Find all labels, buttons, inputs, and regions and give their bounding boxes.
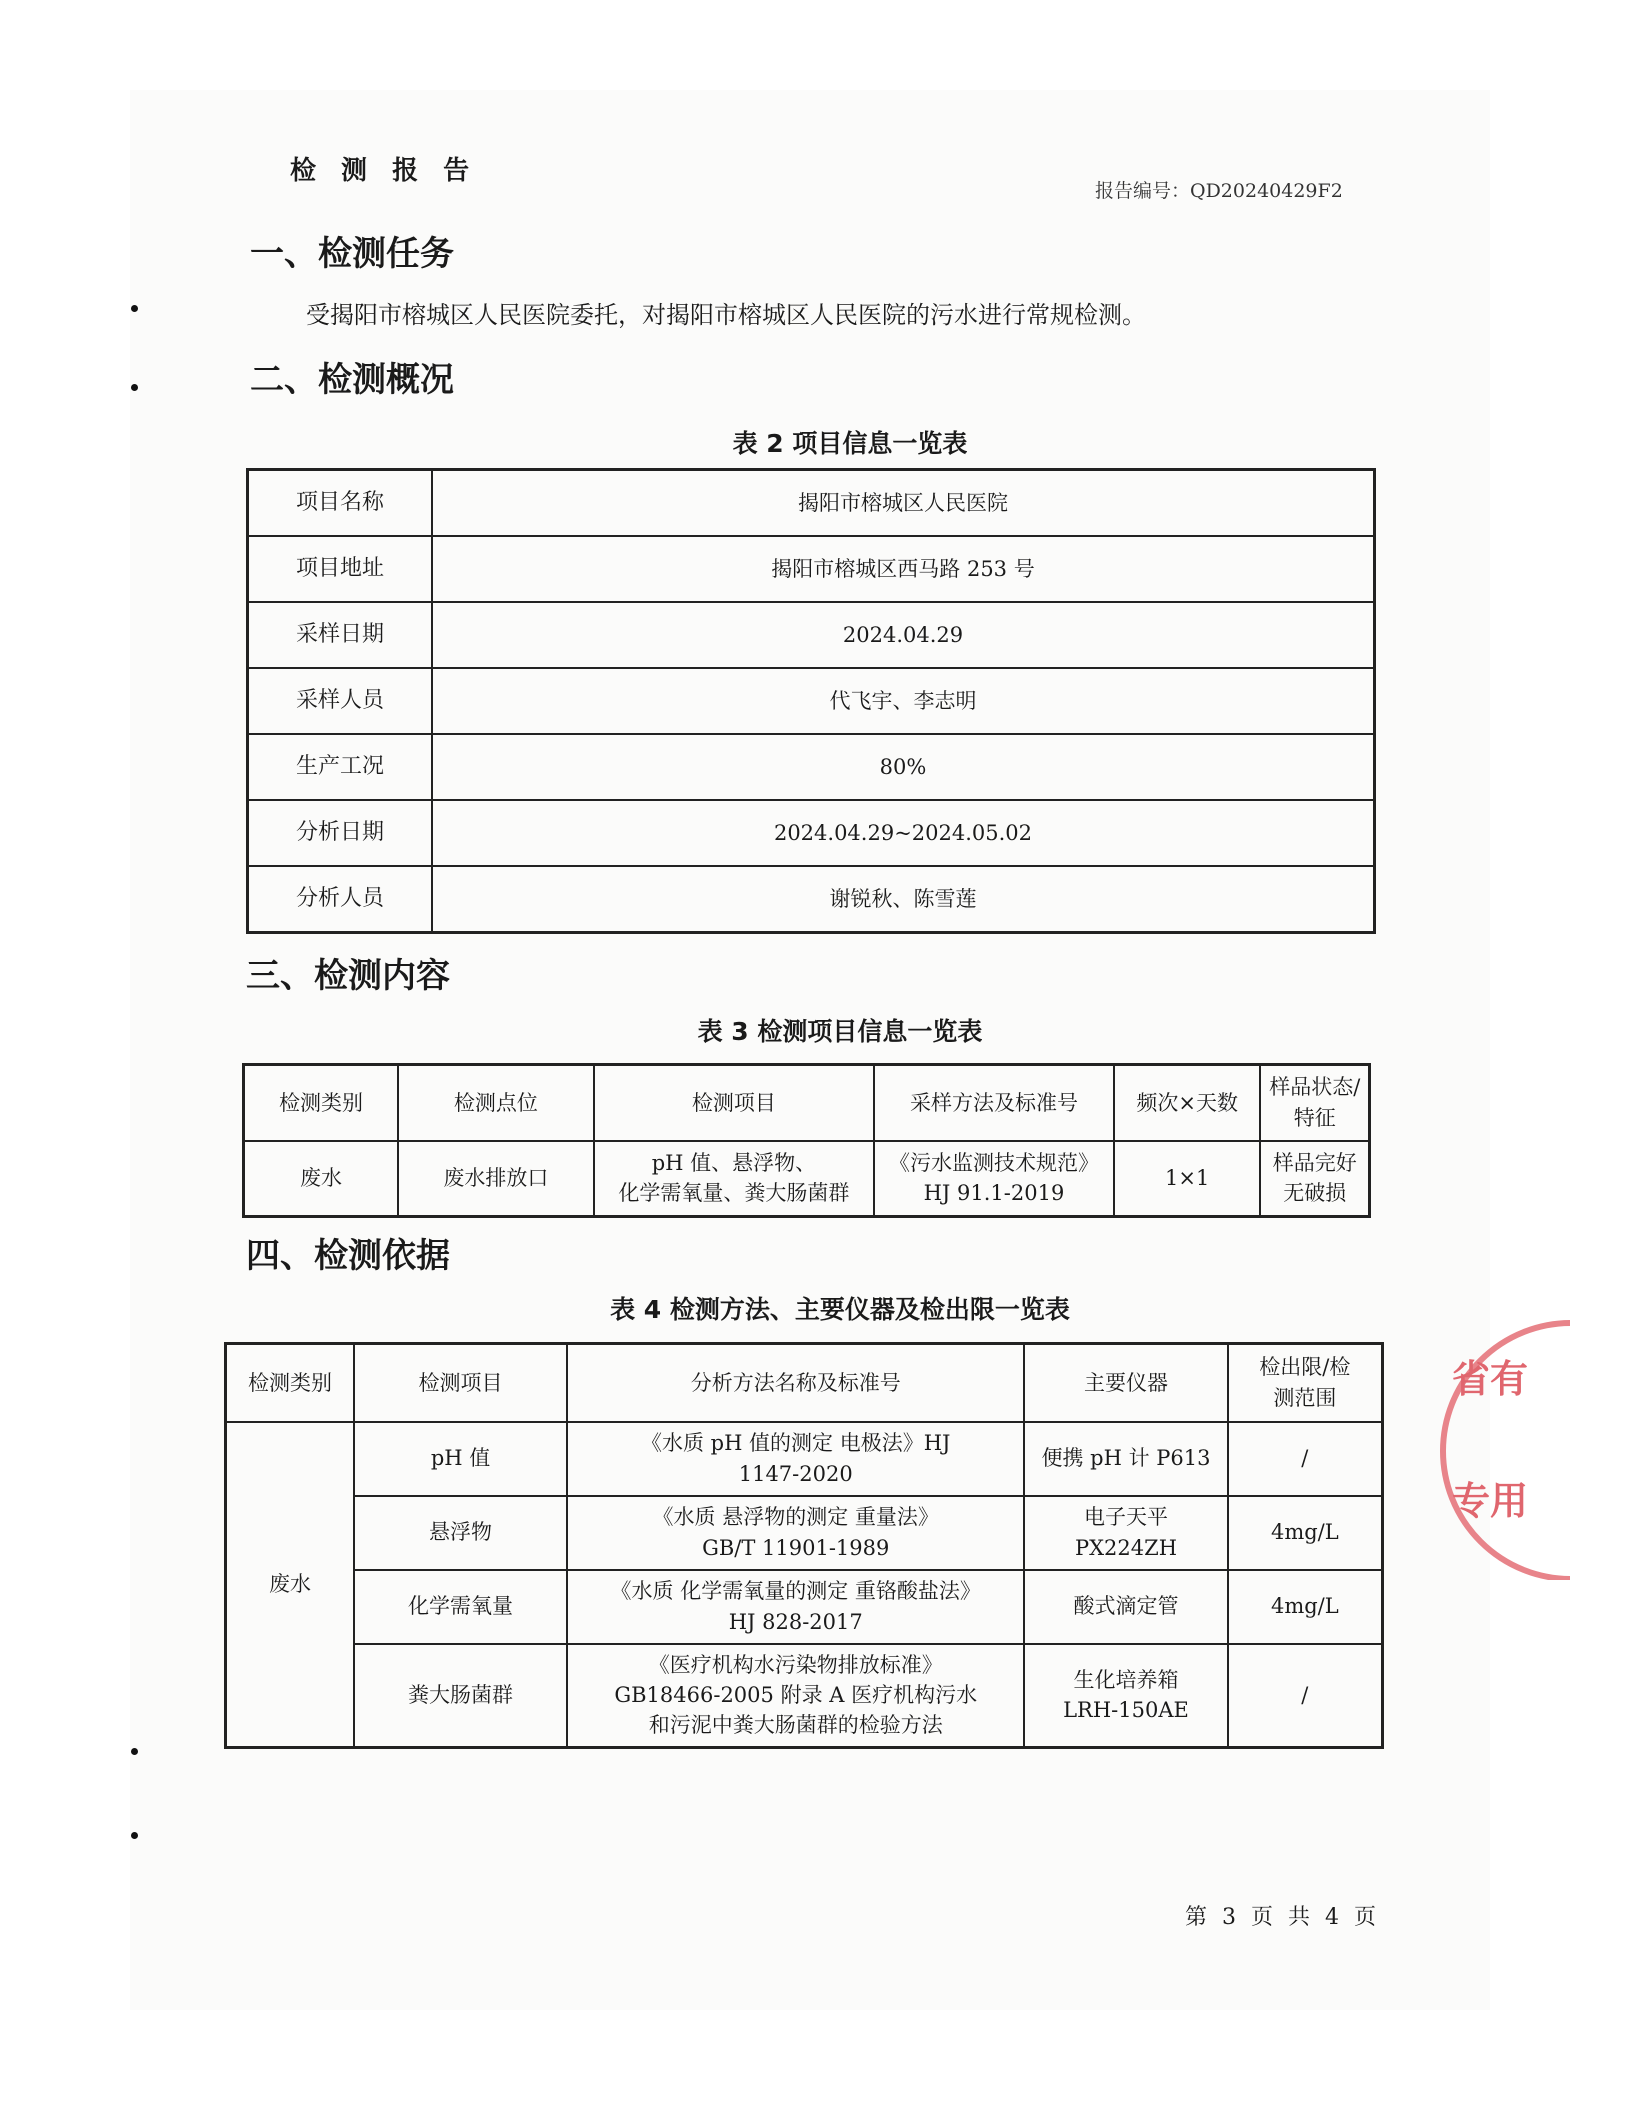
method-line: 《污水监测技术规范》: [888, 1150, 1099, 1175]
row-key: 生产工况: [248, 734, 433, 800]
cell-state: [1260, 1141, 1369, 1217]
row-value: 80%: [432, 734, 1375, 800]
method-line: HJ 91.1-2019: [923, 1181, 1065, 1206]
state-line: 样品完好: [1272, 1150, 1357, 1175]
section-1-text: 受揭阳市榕城区人民医院委托，对揭阳市榕城区人民医院的污水进行常规检测。: [306, 301, 1146, 329]
method-line: 1147-2020: [738, 1461, 853, 1486]
cell-point: 废水排放口: [398, 1141, 594, 1217]
col-header: 频次×天数: [1114, 1065, 1261, 1141]
cell-item: 粪大肠菌群: [354, 1644, 567, 1748]
row-key: 分析日期: [248, 800, 433, 866]
cell-item: 悬浮物: [354, 1496, 567, 1570]
cell-category: 废水: [244, 1141, 399, 1217]
col-header: [1260, 1065, 1369, 1141]
methods-instruments-table: [224, 1342, 1384, 1749]
row-key: 分析人员: [248, 866, 433, 933]
margin-dot: [131, 384, 138, 391]
row-value: 2024.04.29~2024.05.02: [432, 800, 1375, 866]
table-row: [226, 1570, 1383, 1644]
cell-items: [594, 1141, 874, 1217]
document-label: 检 测 报 告: [290, 156, 478, 186]
table4-caption: 表 4 检测方法、主要仪器及检出限一览表: [610, 1295, 1070, 1324]
method-line: 《水质 pH 值的测定 电极法》HJ: [640, 1431, 951, 1456]
col-header-line: 样品状态/: [1269, 1075, 1361, 1100]
section-3-title: 三、检测内容: [246, 956, 450, 996]
items-line: pH 值、悬浮物、: [651, 1150, 817, 1175]
method-line: 《水质 化学需氧量的测定 重铬酸盐法》: [610, 1579, 981, 1604]
cell-instrument: [1024, 1422, 1227, 1496]
instrument-line: 生化培养箱: [1073, 1667, 1179, 1692]
row-value: 2024.04.29: [432, 602, 1375, 668]
table2-caption: 表 2 项目信息一览表: [732, 429, 968, 458]
cell-method: [567, 1570, 1024, 1644]
table-row: [248, 602, 1375, 668]
col-header-line: 检出限/检: [1259, 1355, 1351, 1380]
row-key: 项目地址: [248, 536, 433, 602]
items-line: 化学需氧量、粪大肠菌群: [618, 1181, 850, 1206]
table-row: [248, 734, 1375, 800]
col-header: [1228, 1344, 1383, 1422]
table-row: [248, 866, 1375, 933]
col-header: 分析方法名称及标准号: [567, 1344, 1024, 1422]
cell-limit: /: [1228, 1644, 1383, 1748]
test-items-table: [242, 1063, 1371, 1218]
cell-limit: /: [1228, 1422, 1383, 1496]
table3-caption: 表 3 检测项目信息一览表: [697, 1017, 983, 1046]
instrument-line: PX224ZH: [1074, 1535, 1178, 1560]
row-key: 采样日期: [248, 602, 433, 668]
seal-text: 省有: [1452, 1357, 1529, 1401]
col-header: 主要仪器: [1024, 1344, 1227, 1422]
method-line: GB/T 11901-1989: [702, 1535, 890, 1560]
row-key: 采样人员: [248, 668, 433, 734]
table-row: [244, 1141, 1370, 1217]
row-value: 代飞宇、李志明: [432, 668, 1375, 734]
cell-item: pH 值: [354, 1422, 567, 1496]
page-footer: 第 3 页 共 4 页: [1185, 1905, 1380, 1930]
col-header: 检测类别: [244, 1065, 399, 1141]
seal-text: 专用: [1452, 1479, 1529, 1523]
margin-dot: [131, 1832, 138, 1839]
cell-method: [567, 1644, 1024, 1748]
margin-dot: [131, 305, 138, 312]
instrument-line: LRH-150AE: [1063, 1698, 1189, 1723]
cell-frequency: 1×1: [1114, 1141, 1261, 1217]
instrument-line: 便携 pH 计 P613: [1041, 1446, 1211, 1471]
method-line: 《水质 悬浮物的测定 重量法》: [652, 1505, 939, 1530]
section-1-title: 一、检测任务: [250, 234, 454, 274]
section-2-title: 二、检测概况: [250, 360, 454, 400]
instrument-line: 电子天平: [1083, 1505, 1168, 1530]
table-header-row: [244, 1065, 1370, 1141]
col-header: 检测类别: [226, 1344, 354, 1422]
cell-item: 化学需氧量: [354, 1570, 567, 1644]
official-seal: [1440, 1320, 1570, 1580]
section-4-title: 四、检测依据: [246, 1236, 450, 1276]
cell-method: [567, 1422, 1024, 1496]
col-header: 检测点位: [398, 1065, 594, 1141]
table-row: [248, 800, 1375, 866]
cell-limit: 4mg/L: [1228, 1496, 1383, 1570]
table-row: [248, 536, 1375, 602]
instrument-line: 酸式滴定管: [1073, 1594, 1179, 1619]
table-row: [226, 1644, 1383, 1748]
cell-method: [874, 1141, 1114, 1217]
cell-limit: 4mg/L: [1228, 1570, 1383, 1644]
method-line: GB18466-2005 附录 A 医疗机构污水: [614, 1683, 978, 1708]
table-row: [226, 1422, 1383, 1496]
method-line: HJ 828-2017: [728, 1609, 863, 1634]
cell-instrument: [1024, 1496, 1227, 1570]
row-value: 揭阳市榕城区西马路 253 号: [432, 536, 1375, 602]
state-line: 无破损: [1283, 1181, 1347, 1206]
col-header: 检测项目: [594, 1065, 874, 1141]
margin-dot: [131, 1748, 138, 1755]
cell-method: [567, 1496, 1024, 1570]
method-line: 和污泥中粪大肠菌群的检验方法: [648, 1713, 943, 1738]
report-number: 报告编号：QD20240429F2: [1095, 180, 1343, 202]
row-value: 谢锐秋、陈雪莲: [432, 866, 1375, 933]
col-header: 检测项目: [354, 1344, 567, 1422]
table-row: [226, 1496, 1383, 1570]
col-header-line: 测范围: [1273, 1385, 1337, 1410]
table-header-row: [226, 1344, 1383, 1422]
table-row: [248, 470, 1375, 537]
row-key: 项目名称: [248, 470, 433, 537]
row-value: 揭阳市榕城区人民医院: [432, 470, 1375, 537]
cell-instrument: [1024, 1644, 1227, 1748]
col-header-line: 特征: [1293, 1105, 1336, 1130]
table-row: [248, 668, 1375, 734]
cell-category: 废水: [226, 1422, 354, 1748]
method-line: 《医疗机构水污染物排放标准》: [648, 1652, 943, 1677]
project-info-table: [246, 468, 1376, 934]
cell-instrument: [1024, 1570, 1227, 1644]
col-header: 采样方法及标准号: [874, 1065, 1114, 1141]
